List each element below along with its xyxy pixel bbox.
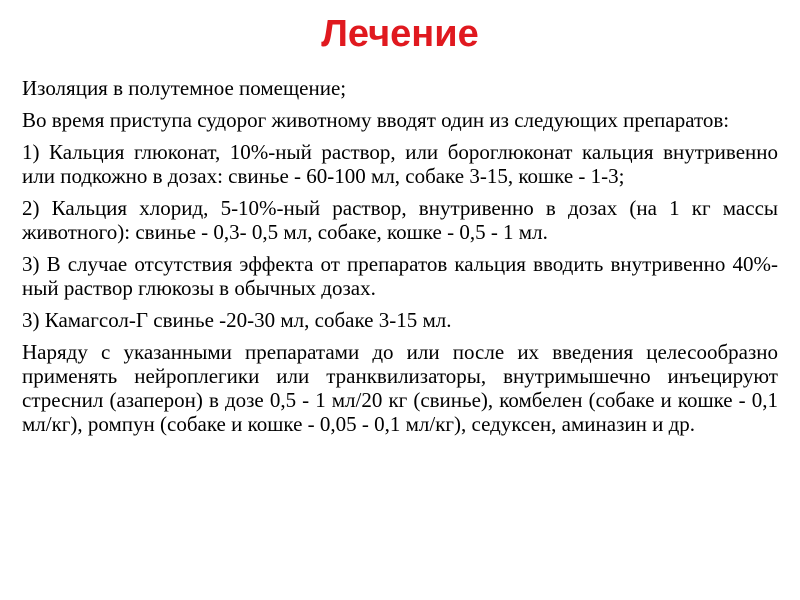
- slide-title: Лечение: [321, 13, 479, 55]
- paragraph-isolation: Изоляция в полутемное помещение;: [22, 76, 347, 100]
- paragraph-kamagsol: 3) Камагсол-Г свинье -20-30 мл, собаке 3-15 мл.: [22, 308, 452, 332]
- paragraph-seizure-intro: Во время приступа судорог животному вводят один из следующих препаратов:: [22, 108, 730, 132]
- paragraph-glucose: 3) В случае отсутствия эффекта от препаратов кальция вводить внутривенно 40%-ный раствор глюкозы в обычных дозах.: [22, 252, 778, 300]
- paragraph-neuroleptics: Наряду с указанными препаратами до или после их введения целесообразно применять нейроплегики или транквилизаторы, внутримышечно инъецируют стреснил (азаперон) в дозе 0,5 - 1 мл/20 кг (свинье), комбелен (собаке и кошке - 0,1 мл/кг), ромпун (собаке и кошке - 0,05 - 0,1 мл/кг), седуксен, аминазин и др.: [22, 340, 778, 436]
- paragraph-calcium-gluconate: 1) Кальция глюконат, 10%-ный раствор, или бороглюконат кальция внутривенно или подкожно в дозах: свинье - 60-100 мл, собаке 3-15, кошке - 1-3;: [22, 140, 778, 188]
- paragraph-calcium-chloride: 2) Кальция хлорид, 5-10%-ный раствор, внутривенно в дозах (на 1 кг массы животного): свинье - 0,3- 0,5 мл, собаке, кошке - 0,5 - 1 мл.: [22, 196, 778, 244]
- slide-body: [22, 76, 778, 436]
